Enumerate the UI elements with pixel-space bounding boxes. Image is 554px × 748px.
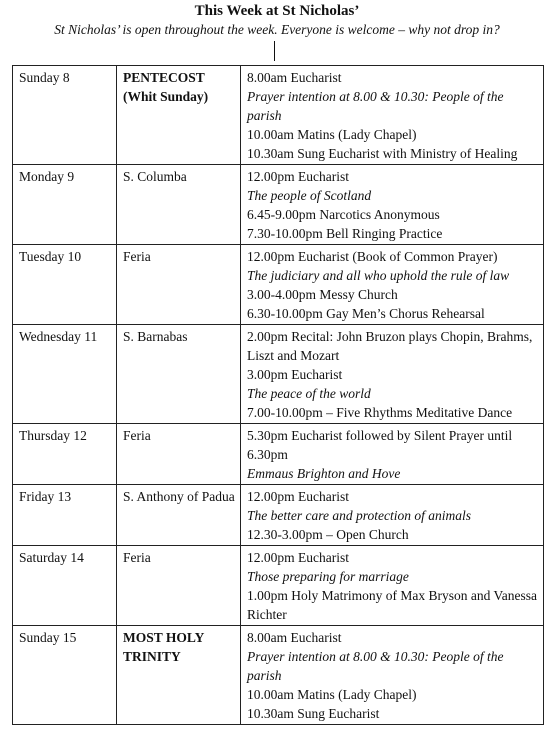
feast-name: S. Columba <box>123 169 187 184</box>
event-item: 6.45-9.00pm Narcotics Anonymous <box>247 207 440 222</box>
day-cell: Sunday 8 <box>13 66 117 165</box>
feast-cell <box>117 165 241 245</box>
event-item: 12.00pm Eucharist <box>247 169 349 184</box>
event-item: 10.30am Sung Eucharist <box>247 706 380 721</box>
feast-name: Feria <box>123 428 151 443</box>
schedule-row <box>13 424 544 485</box>
schedule-body <box>13 66 544 725</box>
prayer-intention: Prayer intention at 8.00 & 10.30: People of the parish <box>247 89 504 123</box>
events-cell <box>241 165 544 245</box>
prayer-intention: The better care and protection of animals <box>247 508 471 523</box>
feast-cell <box>117 66 241 165</box>
prayer-intention: The people of Scotland <box>247 188 372 203</box>
prayer-intention: The judiciary and all who uphold the rule of law <box>247 268 510 283</box>
feast-name: MOST HOLY <box>123 630 205 645</box>
feast-cell <box>117 626 241 725</box>
day-cell: Wednesday 11 <box>13 325 117 424</box>
event-item: 7.30-10.00pm Bell Ringing Practice <box>247 226 443 241</box>
page-header <box>0 0 554 65</box>
day-cell: Thursday 12 <box>13 424 117 485</box>
event-item: 5.30pm Eucharist followed by Silent Prayer until 6.30pm <box>247 428 513 462</box>
event-item: 12.00pm Eucharist <box>247 550 349 565</box>
events-cell <box>241 245 544 325</box>
feast-name: S. Barnabas <box>123 329 188 344</box>
schedule-row <box>13 325 544 424</box>
events-cell <box>241 485 544 546</box>
event-item: 7.00-10.00pm – Five Rhythms Meditative Dance <box>247 405 513 420</box>
events-cell <box>241 66 544 165</box>
prayer-intention: Those preparing for marriage <box>247 569 409 584</box>
event-item: 1.00pm Holy Matrimony of Max Bryson and Vanessa Richter <box>247 588 537 622</box>
schedule-row <box>13 485 544 546</box>
feast-cell <box>117 325 241 424</box>
event-item: 12.00pm Eucharist <box>247 489 349 504</box>
feast-cell <box>117 546 241 626</box>
schedule-row <box>13 546 544 626</box>
page-subtitle: St Nicholas’ is open throughout the week. Everyone is welcome – why not drop in? <box>54 22 500 37</box>
page-title: This Week at St Nicholas’ <box>194 3 360 19</box>
event-item: 10.30am Sung Eucharist with Ministry of Healing <box>247 146 518 161</box>
event-item: 10.00am Matins (Lady Chapel) <box>247 687 417 702</box>
feast-name: S. Anthony of Padua <box>123 489 235 504</box>
feast-cell <box>117 424 241 485</box>
day-cell: Sunday 15 <box>13 626 117 725</box>
event-item: 3.00-4.00pm Messy Church <box>247 287 398 302</box>
feast-name: Feria <box>123 249 151 264</box>
prayer-intention: Emmaus Brighton and Hove <box>247 466 401 481</box>
weekly-schedule-table <box>12 65 544 725</box>
event-item: 3.00pm Eucharist <box>247 367 343 382</box>
feast-name: (Whit Sunday) <box>123 89 209 104</box>
divider-tick <box>274 41 275 61</box>
feast-cell <box>117 485 241 546</box>
day-cell: Friday 13 <box>13 485 117 546</box>
prayer-intention: The peace of the world <box>247 386 371 401</box>
event-item: 12.30-3.00pm – Open Church <box>247 527 409 542</box>
prayer-intention: Prayer intention at 8.00 & 10.30: People of the parish <box>247 649 504 683</box>
day-cell: Saturday 14 <box>13 546 117 626</box>
event-item: 8.00am Eucharist <box>247 630 342 645</box>
feast-name: TRINITY <box>123 649 181 664</box>
schedule-row <box>13 165 544 245</box>
events-cell <box>241 626 544 725</box>
feast-name: PENTECOST <box>123 70 205 85</box>
schedule-row <box>13 245 544 325</box>
day-cell: Tuesday 10 <box>13 245 117 325</box>
event-item: 8.00am Eucharist <box>247 70 342 85</box>
feast-cell <box>117 245 241 325</box>
events-cell <box>241 424 544 485</box>
day-cell: Monday 9 <box>13 165 117 245</box>
event-item: 2.00pm Recital: John Bruzon plays Chopin, Brahms, Liszt and Mozart <box>247 329 533 363</box>
schedule-row <box>13 66 544 165</box>
events-cell <box>241 546 544 626</box>
feast-name: Feria <box>123 550 151 565</box>
event-item: 10.00am Matins (Lady Chapel) <box>247 127 417 142</box>
event-item: 6.30-10.00pm Gay Men’s Chorus Rehearsal <box>247 306 485 321</box>
event-item: 12.00pm Eucharist (Book of Common Prayer) <box>247 249 498 264</box>
events-cell <box>241 325 544 424</box>
schedule-row <box>13 626 544 725</box>
